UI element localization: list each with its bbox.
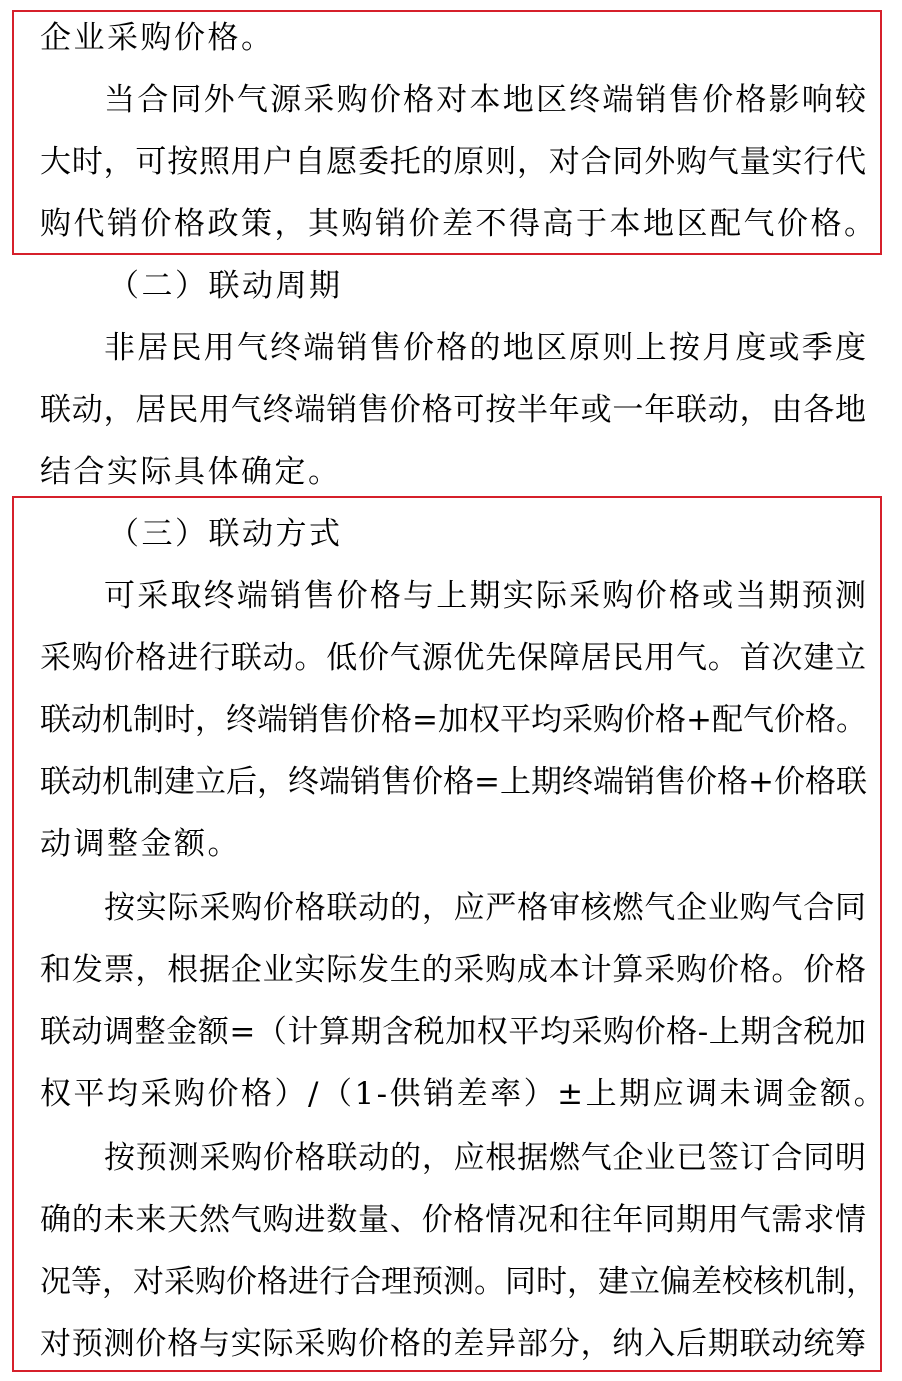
text-line: 联动，居民用气终端销售价格可按半年或一年联动，由各地 (40, 392, 866, 428)
text-line: 况等，对采购价格进行合理预测。同时，建立偏差校核机制， (40, 1264, 877, 1300)
text-line: 动调整金额。 (40, 826, 241, 862)
text-line: 对预测价格与实际采购价格的差异部分，纳入后期联动统筹 (40, 1326, 866, 1362)
text-line: 联动机制时，终端销售价格=加权平均采购价格+配气价格。 (40, 702, 867, 738)
section-heading: （三）联动方式 (108, 516, 343, 552)
text-line: 和发票，根据企业实际发生的采购成本计算采购价格。价格 (40, 952, 866, 988)
text-line: 权平均采购价格）/（1-供销差率）±上期应调未调金额。 (40, 1076, 888, 1112)
text-line: 采购价格进行联动。低价气源优先保障居民用气。首次建立 (40, 640, 866, 676)
text-line: 可采取终端销售价格与上期实际采购价格或当期预测 (104, 578, 866, 614)
text-line: 企业采购价格。 (40, 20, 275, 56)
text-line: 按实际采购价格联动的，应严格审核燃气企业购气合同 (104, 890, 866, 926)
text-line: 大时，可按照用户自愿委托的原则，对合同外购气量实行代 (40, 144, 866, 180)
text-line: 当合同外气源采购价格对本地区终端销售价格影响较 (104, 82, 866, 118)
text-line: 确的未来天然气购进数量、价格情况和往年同期用气需求情 (40, 1202, 866, 1238)
highlight-box-bottom (12, 496, 888, 1372)
section-heading: （二）联动周期 (108, 268, 343, 304)
text-line: 购代销价格政策，其购销价差不得高于本地区配气价格。 (40, 206, 878, 242)
text-line: 联动调整金额=（计算期含税加权平均采购价格-上期含税加 (40, 1014, 866, 1050)
text-line: 按预测采购价格联动的，应根据燃气企业已签订合同明 (104, 1140, 866, 1176)
text-line: 联动机制建立后，终端销售价格=上期终端销售价格+价格联 (40, 764, 867, 800)
text-line: 非居民用气终端销售价格的地区原则上按月度或季度 (104, 330, 866, 366)
text-line: 结合实际具体确定。 (40, 454, 342, 490)
